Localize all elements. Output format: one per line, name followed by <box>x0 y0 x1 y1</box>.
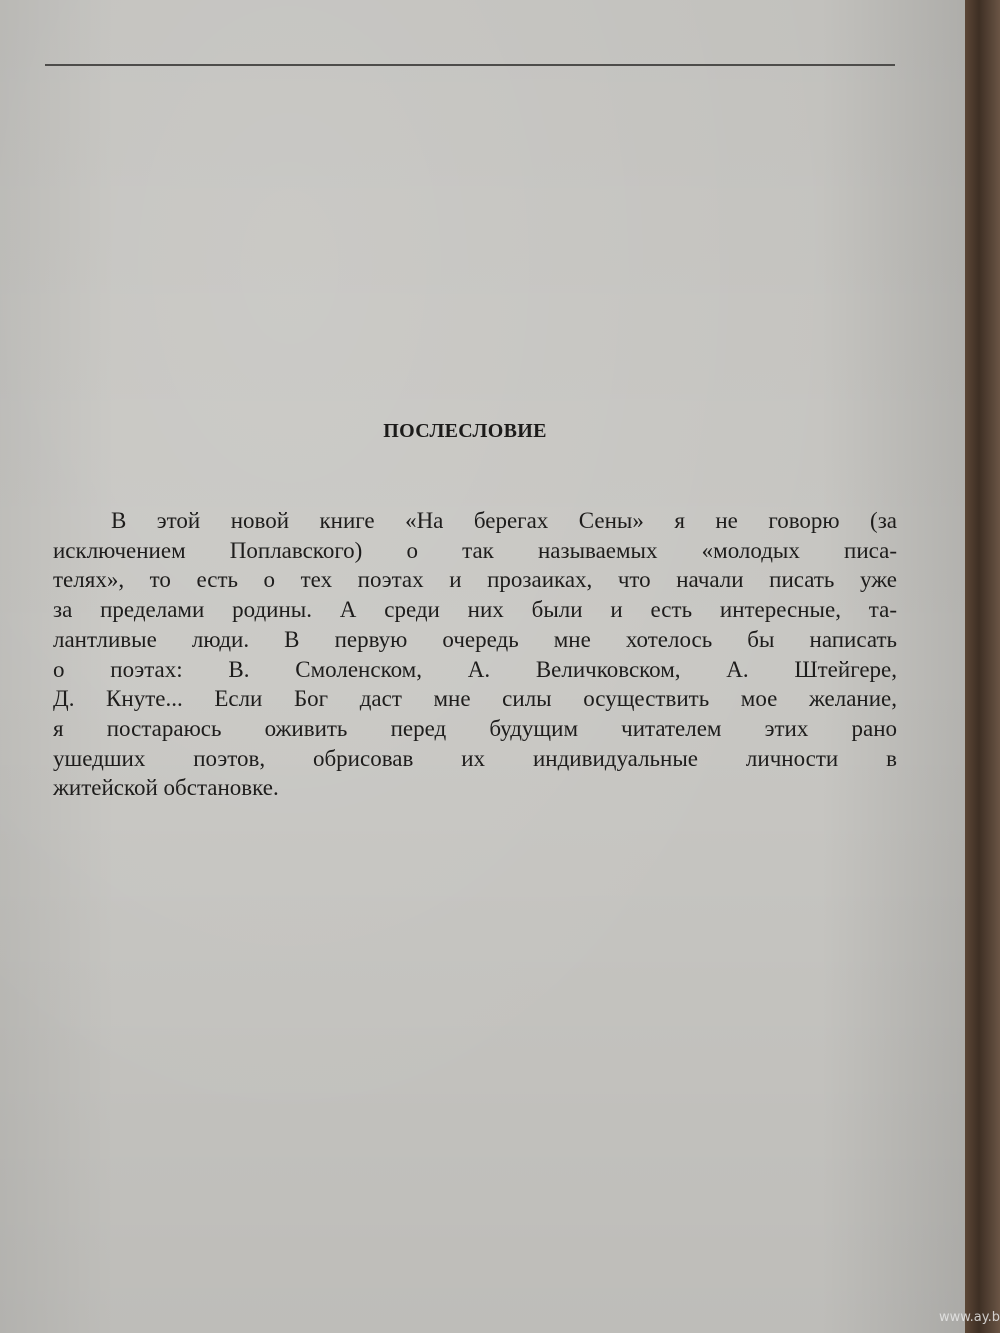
paragraph-line: В этой новой книге «На берегах Сены» я не говорю (за <box>111 508 897 533</box>
paragraph-line: исключением Поплавского) о так называемых «молодых писа- <box>53 537 897 563</box>
afterword-paragraph <box>53 506 897 803</box>
paragraph-line: о поэтах: В. Смоленском, А. Величковском, А. Штейгере, <box>53 656 897 682</box>
paragraph-line: лантливые люди. В первую очередь мне хотелось бы написать <box>53 626 897 652</box>
paragraph-line: Д. Кнуте... Если Бог даст мне силы осуществить мое желание, <box>53 686 897 712</box>
book-page-edge <box>965 0 1000 1333</box>
header-rule <box>45 64 895 66</box>
paragraph-line: я постараюсь оживить перед будущим читателем этих рано <box>53 715 897 741</box>
paragraph-line: житейской обстановке. <box>53 775 279 801</box>
paragraph-line: телях», то есть о тех поэтах и прозаиках, что начали писать уже <box>53 567 897 593</box>
watermark: www.ay.b <box>938 1310 1000 1325</box>
paragraph-line: ушедших поэтов, обрисовав их индивидуальные личности в <box>53 745 897 771</box>
section-heading: ПОСЛЕСЛОВИЕ <box>383 420 547 442</box>
paragraph-line: за пределами родины. А среди них были и есть интересные, та- <box>53 597 897 623</box>
